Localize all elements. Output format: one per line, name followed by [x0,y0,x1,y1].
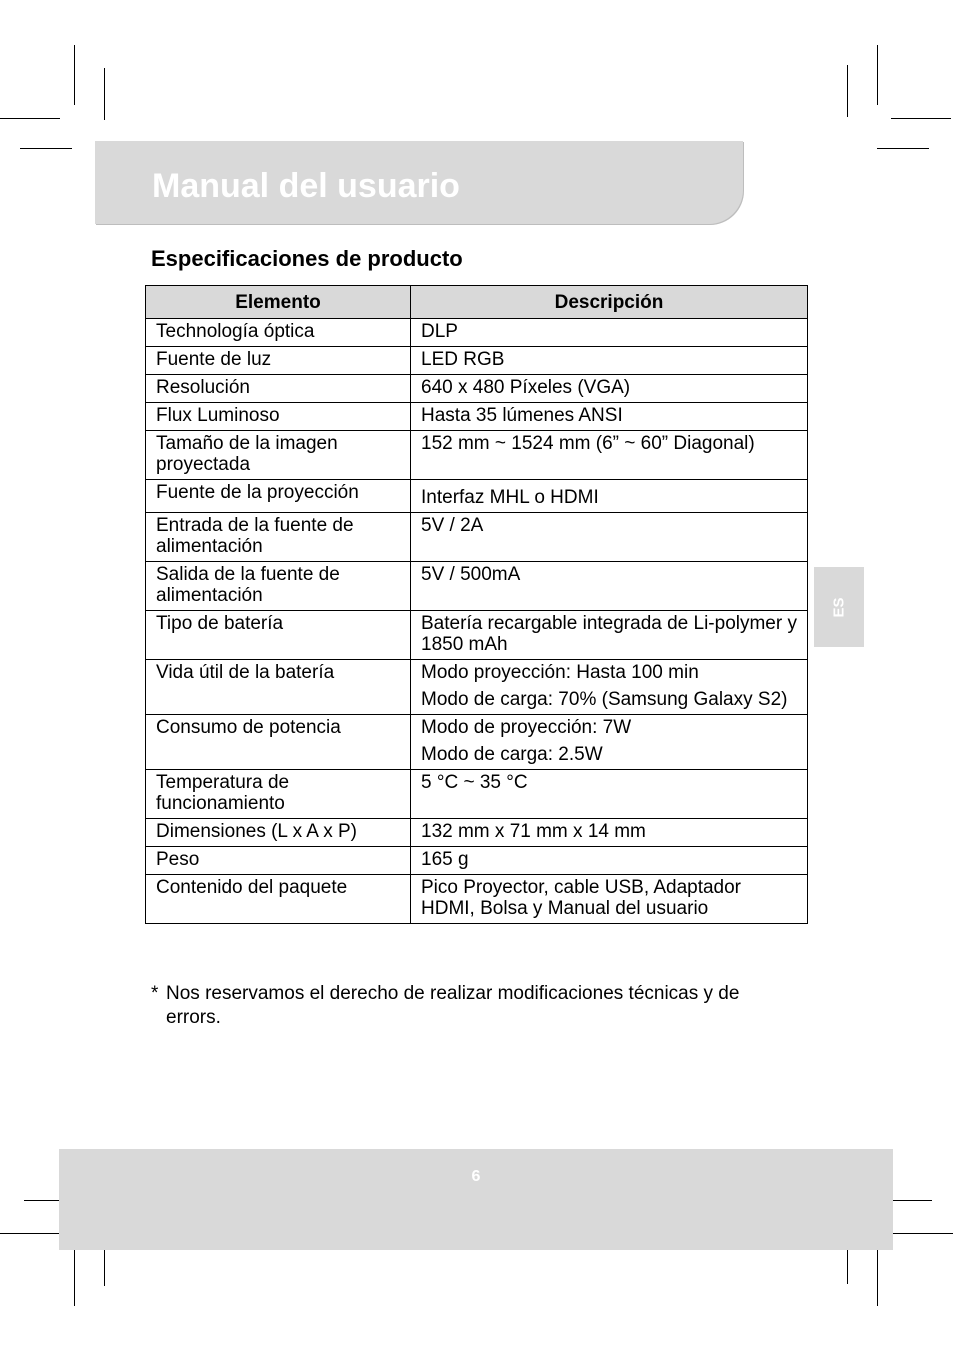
spec-desc [411,347,808,375]
table-row [146,875,808,924]
spec-desc-line: 5V / 500mA [421,564,521,585]
spec-desc [411,875,808,924]
spec-item: Resolución [146,375,411,403]
crop-mark [74,1246,75,1306]
table-row [146,770,808,819]
spec-desc-line: 5V / 2A [421,515,484,536]
crop-mark [877,148,929,149]
spec-desc [411,319,808,347]
spec-desc [411,847,808,875]
spec-item: Technología óptica [146,319,411,347]
language-tab-label: ES [830,596,848,618]
spec-item: Dimensiones (L x A x P) [146,819,411,847]
table-row [146,431,808,480]
footer-band [59,1149,893,1250]
spec-desc [411,403,808,431]
table-row [146,480,808,513]
spec-item: Tamaño de la imagen proyectada [146,431,411,480]
page-number: 6 [471,1168,481,1185]
spec-desc-line: Batería recargable integrada de Li-polymer y 1850 mAh [421,613,797,655]
crop-mark [104,68,105,120]
spec-item: Temperatura de funcionamiento [146,770,411,819]
crop-mark [893,1233,953,1234]
crop-mark [74,45,75,105]
spec-item: Flux Luminoso [146,403,411,431]
spec-desc-line: Interfaz MHL o HDMI [421,487,599,508]
spec-desc-line: Hasta 35 lúmenes ANSI [421,405,623,426]
spec-desc [411,715,808,770]
spec-desc [411,770,808,819]
crop-mark [877,1246,878,1306]
crop-mark [891,118,951,119]
table-row [146,660,808,715]
table-header-row [146,286,808,319]
spec-table [145,285,808,924]
spec-item: Fuente de luz [146,347,411,375]
table-row [146,403,808,431]
spec-desc-line: Modo de proyección: 7W [421,717,632,738]
table-row [146,611,808,660]
column-header-description: Descripción [411,286,808,319]
spec-desc-line: Pico Proyector, cable USB, Adaptador HDMI, Bolsa y Manual del usuario [421,877,742,919]
language-tab [814,567,864,647]
table-row [146,562,808,611]
spec-item: Tipo de batería [146,611,411,660]
spec-desc-line: Modo de carga: 2.5W [421,744,603,765]
spec-item: Peso [146,847,411,875]
spec-desc-line: LED RGB [421,349,505,370]
table-row [146,319,808,347]
table-row [146,847,808,875]
section-heading: Especificaciones de producto [151,246,463,271]
spec-desc-line: DLP [421,321,458,342]
spec-item: Salida de la fuente de alimentación [146,562,411,611]
spec-item: Consumo de potencia [146,715,411,770]
spec-desc-line: 132 mm x 71 mm x 14 mm [421,821,646,842]
spec-desc-line: 5 °C ~ 35 °C [421,772,528,793]
spec-desc-line: Modo proyección: Hasta 100 min [421,662,699,683]
spec-desc [411,611,808,660]
spec-desc [411,480,808,513]
crop-mark [0,1233,60,1234]
spec-desc [411,513,808,562]
crop-mark [847,65,848,117]
spec-desc-line: 152 mm ~ 1524 mm (6” ~ 60” Diagonal) [421,433,755,454]
spec-desc-line: Modo de carga: 70% (Samsung Galaxy S2) [421,689,788,710]
spec-desc [411,819,808,847]
spec-item: Contenido del paquete [146,875,411,924]
spec-desc [411,562,808,611]
header-band [95,141,743,224]
spec-item: Entrada de la fuente de alimentación [146,513,411,562]
table-row [146,513,808,562]
spec-desc [411,431,808,480]
spec-desc-line: 640 x 480 Píxeles (VGA) [421,377,631,398]
footnote-text: Nos reservamos el derecho de realizar modificaciones técnicas y de errors. [166,983,740,1028]
table-row [146,715,808,770]
page-title: Manual del usuario [152,167,460,205]
footnote [151,982,791,1030]
crop-mark [877,45,878,105]
table-row [146,375,808,403]
spec-desc-line: 165 g [421,849,469,870]
table-row [146,347,808,375]
crop-mark [20,148,72,149]
column-header-element: Elemento [146,286,411,319]
spec-item: Fuente de la proyección [146,480,411,513]
crop-mark [0,118,60,119]
table-row [146,819,808,847]
spec-desc [411,375,808,403]
footnote-mark: * [151,983,159,1004]
spec-item: Vida útil de la batería [146,660,411,715]
spec-desc [411,660,808,715]
